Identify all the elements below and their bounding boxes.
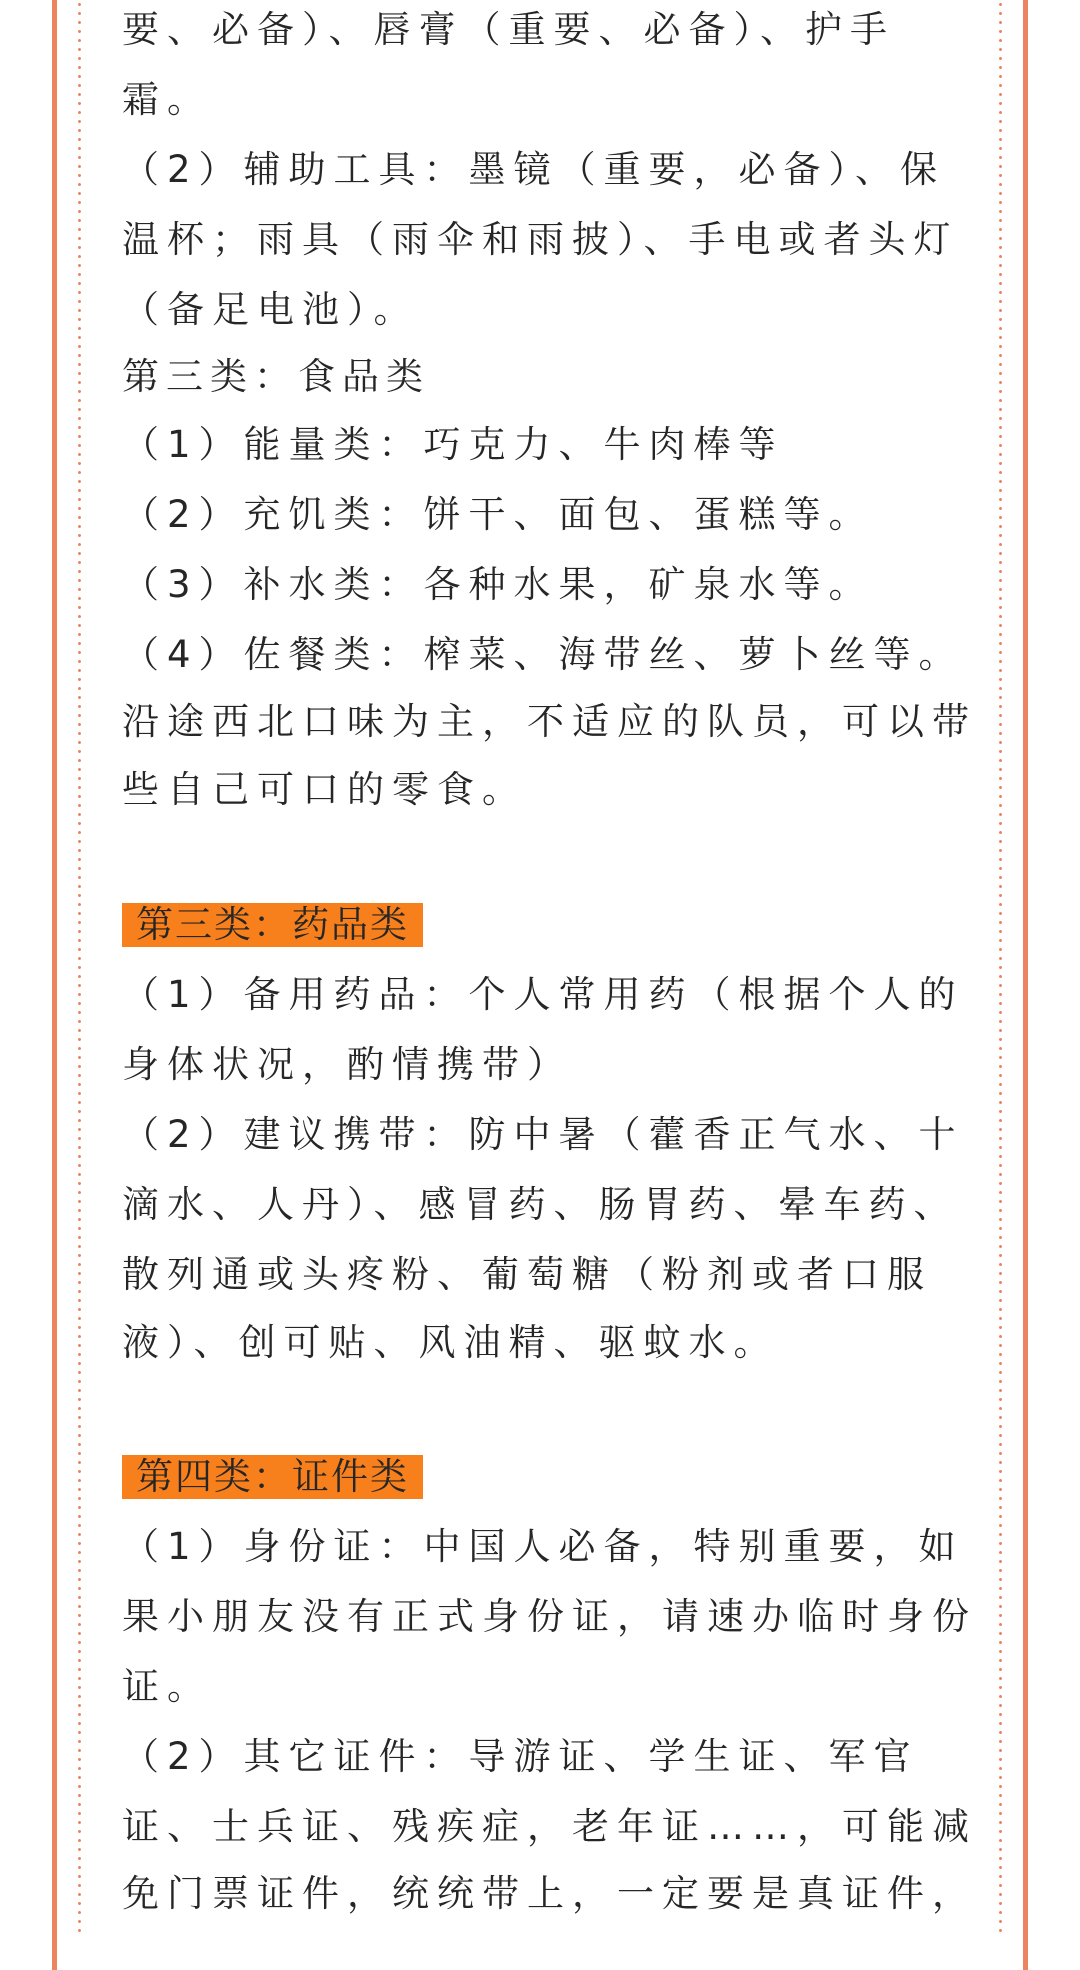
- text-line: （2）充饥类：饼干、面包、蛋糕等。: [122, 493, 874, 536]
- text-line: 果小朋友没有正式身份证，请速办临时身份: [122, 1595, 977, 1638]
- text-line: 要、必备）、唇膏（重要、必备）、护手: [122, 8, 895, 51]
- text-line: （备足电池）。: [122, 288, 419, 331]
- text-line: 滴水、人丹）、感冒药、肠胃药、晕车药、: [122, 1183, 959, 1226]
- text-line: （1）身份证：中国人必备，特别重要，如: [122, 1525, 964, 1568]
- section-label-medicine: 第三类：药品类: [122, 903, 423, 947]
- text-line: （1）能量类：巧克力、牛肉棒等: [122, 423, 784, 466]
- text-line: （1）备用药品：个人常用药（根据个人的: [122, 973, 964, 1016]
- dotted-border-right: [999, 0, 1002, 1933]
- text-line: 霜。: [122, 78, 212, 121]
- section-label-documents: 第四类：证件类: [122, 1455, 423, 1499]
- text-line: 身体状况，酌情携带）: [122, 1043, 572, 1086]
- text-line: （3）补水类：各种水果，矿泉水等。: [122, 563, 874, 606]
- text-line: 证、士兵证、残疾症，老年证……，可能减: [122, 1805, 977, 1848]
- text-line: （2）其它证件：导游证、学生证、军官: [122, 1735, 919, 1778]
- dotted-border-left: [78, 0, 81, 1933]
- text-line: 证。: [122, 1665, 212, 1708]
- text-line: 液）、创可贴、风油精、驱蚊水。: [122, 1321, 779, 1364]
- subheading-food: 第三类：食品类: [122, 355, 430, 398]
- text-line: 些自己可口的零食。: [122, 768, 527, 811]
- text-line: 沿途西北口味为主，不适应的队员，可以带: [122, 700, 977, 743]
- text-line: 免门票证件，统统带上，一定要是真证件，: [122, 1872, 977, 1915]
- text-line: （4）佐餐类：榨菜、海带丝、萝卜丝等。: [122, 633, 964, 676]
- text-line: （2）辅助工具：墨镜（重要，必备）、保: [122, 148, 946, 191]
- text-line: 温杯；雨具（雨伞和雨披）、手电或者头灯: [122, 218, 959, 261]
- text-line: 散列通或头疼粉、葡萄糖（粉剂或者口服: [122, 1253, 932, 1296]
- text-line: （2）建议携带：防中暑（藿香正气水、十: [122, 1113, 964, 1156]
